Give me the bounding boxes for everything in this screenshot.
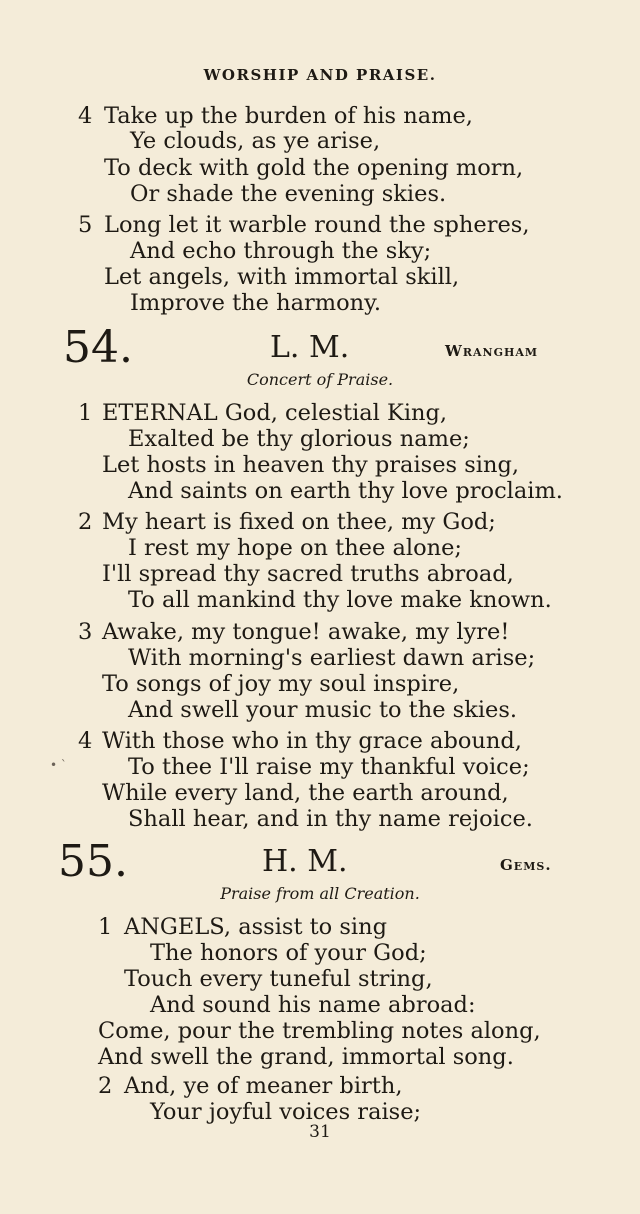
verse-line: Let hosts in heaven thy praises sing, [102,452,520,478]
verse-line: Shall hear, and in thy name rejoice. [128,806,533,832]
verse-line: Exalted be thy glorious name; [128,426,470,452]
hymn-meter: H. M. [262,844,348,879]
verse-line: Improve the harmony. [130,290,382,316]
verse-number: 3 [78,619,93,645]
running-title: WORSHIP AND PRAISE. [203,66,437,84]
verse-line: I rest my hope on thee alone; [128,535,463,561]
verse-number: 5 [78,212,93,238]
verse-line: And swell the grand, immortal song. [98,1044,514,1070]
verse-line: Let angels, with immortal skill, [104,264,460,290]
verse-line: And sound his name abroad: [150,992,476,1018]
verse-line: And echo through the sky; [130,238,432,264]
verse-line: I'll spread thy sacred truths abroad, [102,561,514,587]
verse-number: 1 [78,400,93,426]
hymn-meter: L. M. [270,330,350,365]
verse-line: ETERNAL God, celestial King, [102,400,448,426]
verse-line: Touch every tuneful string, [124,966,433,992]
verse-line: To thee I'll raise my thankful voice; [128,754,530,780]
hymn-subtitle: Concert of Praise. [246,370,394,389]
verse-line: And swell your music to the skies. [128,697,518,723]
verse-number: 4 [78,103,93,129]
verse-line: Or shade the evening skies. [130,181,447,207]
verse-line: Your joyful voices raise; [150,1099,422,1125]
verse-line: While every land, the earth around, [102,780,509,806]
verse-line: Awake, my tongue! awake, my lyre! [102,619,510,645]
hymn-author: Wrangham [445,342,539,360]
verse-number: 2 [98,1073,113,1099]
verse-line: And saints on earth thy love proclaim. [128,478,563,504]
verse-line: With morning's earliest dawn arise; [128,645,536,671]
verse-number: 4 [78,728,93,754]
verse-line: Come, pour the trembling notes along, [98,1018,541,1044]
hymn-subtitle: Praise from all Creation. [220,884,420,903]
verse-line: To deck with gold the opening morn, [104,155,524,181]
verse-line: With those who in thy grace abound, [102,728,522,754]
hymn-number: 55. [58,836,128,887]
print-speck: • ˋ [50,758,67,772]
verse-number: 2 [78,509,93,535]
verse-line: The honors of your God; [150,940,427,966]
verse-line: My heart is fixed on thee, my God; [102,509,496,535]
verse-line: To all mankind thy love make known. [128,587,552,613]
verse-line: To songs of joy my soul inspire, [102,671,460,697]
hymn-number: 54. [63,322,133,373]
verse-line: Take up the burden of his name, [104,103,473,129]
verse-line: Long let it warble round the spheres, [104,212,530,238]
verse-line: And, ye of meaner birth, [124,1073,403,1099]
hymn-author: Gems. [500,856,552,874]
verse-line: Ye clouds, as ye arise, [130,128,381,154]
verse-line: ANGELS, assist to sing [124,914,388,940]
page-number: 31 [309,1122,331,1142]
verse-number: 1 [98,914,113,940]
